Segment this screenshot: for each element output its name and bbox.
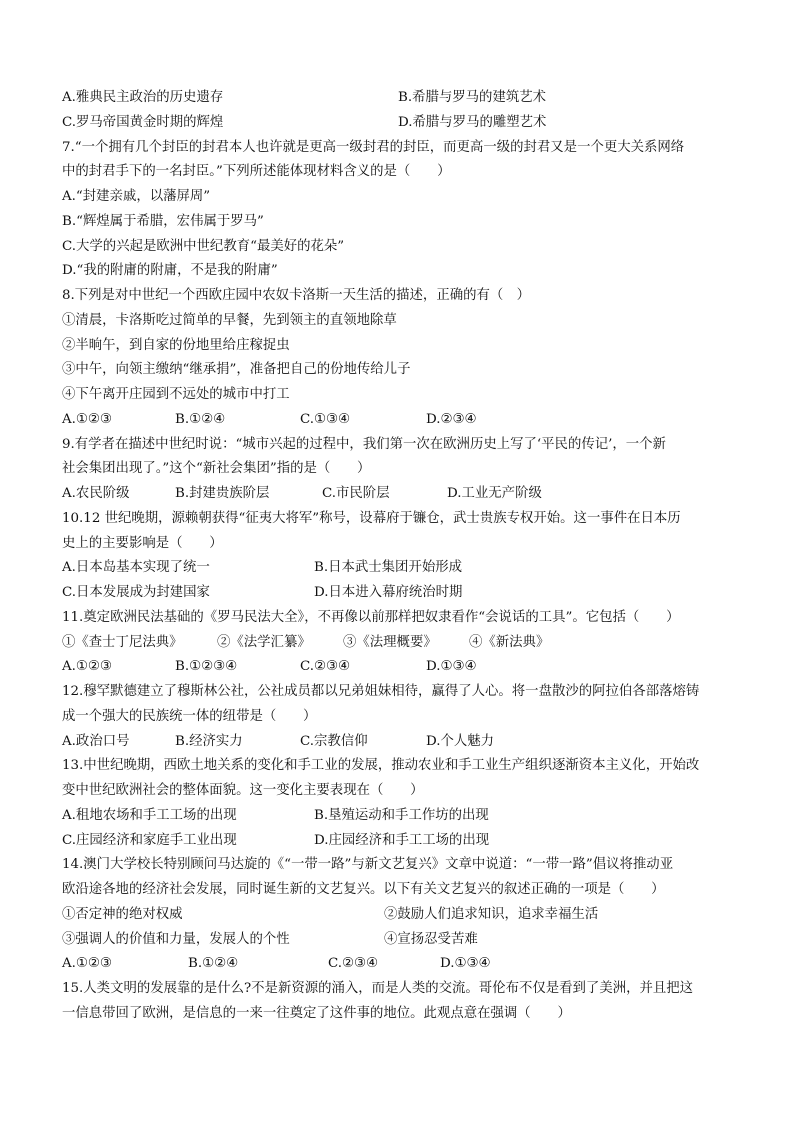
option-9b: B.封建贵族阶层	[175, 486, 270, 501]
question-11-item: ①《查士丁尼法典》	[62, 634, 183, 650]
question-15-stem-line: 15.人类文明的发展靠的是什么?不是新资源的涌入，而是人类的交流。哥伦布不仅是看到了美洲，并且把这	[62, 981, 694, 996]
question-12-stem-line: 12.穆罕默德建立了穆斯林公社，公社成员都以兄弟姐妹相待，赢得了人心。将一盘散沙的阿拉伯各部落熔铸	[62, 684, 700, 699]
option-6c: C.罗马帝国黄金时期的辉煌	[62, 114, 224, 130]
question-14-item: ②鼓励人们追求知识，追求幸福生活	[384, 906, 599, 922]
option-row	[62, 952, 742, 977]
question-13-stem-line: 变中世纪欧洲社会的整体面貌。这一变化主要表现在（ ）	[62, 783, 424, 798]
option-7c: C.大学的兴起是欧洲中世纪教育“最美好的花朵”	[62, 238, 345, 254]
option-12b: B.经济实力	[175, 733, 243, 749]
question-11-item: ②《法学汇纂》	[217, 634, 311, 650]
question-14-item: ④宣扬忍受苦难	[384, 931, 478, 947]
option-13b: B.垦殖运动和手工作坊的出现	[314, 807, 489, 823]
question-12-stem-line: 成一个强大的民族统一体的纽带是（ ）	[62, 708, 317, 724]
question-9-stem-line: 9.有学者在描述中世纪时说：“城市兴起的过程中，我们第一次在欧洲历史上写了‘平民的传记’，一个新	[62, 436, 666, 452]
question-14-stem-line: 欧沿途各地的经济社会发展，同时诞生新的文艺复兴。以下有关文艺复兴的叙述正确的一项是（ ）	[62, 882, 665, 897]
question-8-item: ④下午离开庄园到不远处的城市中打工	[62, 387, 290, 402]
option-11b: B.①②③④	[175, 659, 238, 675]
item-row	[62, 928, 742, 953]
option-6b: B.希腊与罗马的建筑艺术	[398, 90, 547, 105]
question-11-stem-line: 11.奠定欧洲民法基础的《罗马民法大全》，不再像以前那样把奴隶看作“会说话的工具”。它包括（ ）	[62, 609, 680, 625]
question-14-item: ①否定神的绝对权威	[62, 906, 183, 922]
option-row	[62, 482, 742, 507]
question-7-stem-line: 7.“一个拥有几个封臣的封君本人也许就是更高一级封君的封臣，而更高一级的封君又是一个更大关系网络	[62, 139, 685, 155]
question-15-stem-line: 一信息带回了欧洲，是信息的一来一往奠定了这件事的地位。此观点意在强调（ ）	[62, 1005, 571, 1021]
question-13-stem-line: 13.中世纪晚期，西欧土地关系的变化和手工业的发展，推动农业和手工业生产组织逐渐资本主义化，开始改	[62, 758, 700, 774]
question-8-item: ②半晌午，到自家的份地里给庄稼捉虫	[62, 337, 290, 353]
option-row	[62, 111, 742, 136]
option-14b: B.①②④	[188, 956, 239, 972]
question-11-item: ④《新法典》	[469, 634, 550, 650]
option-8a: A.①②③	[62, 411, 112, 427]
option-9d: D.工业无产阶级	[447, 486, 542, 501]
option-12c: C.宗教信仰	[300, 733, 368, 749]
option-13d: D.庄园经济和手工工场的出现	[314, 832, 490, 848]
option-6a: A.雅典民主政治的历史遗存	[62, 90, 224, 105]
option-row	[62, 730, 742, 755]
option-11c: C.②③④	[300, 659, 351, 675]
option-row	[62, 655, 742, 680]
item-row	[62, 631, 742, 656]
option-13c: C.庄园经济和家庭手工业出现	[62, 832, 237, 848]
option-8b: B.①②④	[175, 411, 226, 427]
question-14-item: ③强调人的价值和力量，发展人的个性	[62, 931, 290, 947]
question-10-stem-line: 10.12 世纪晚期，源赖朝获得“征夷大将军”称号，设幕府于镰仓，武士贵族专权开始。这一事件在日本历	[62, 510, 681, 526]
question-11-item: ③《法理概要》	[343, 634, 437, 650]
question-9-stem-line: 社会集团出现了。”这个“新社会集团”指的是（ ）	[62, 461, 371, 477]
question-7-stem-line: 中的封君手下的一名封臣。”下列所述能体现材料含义的是（ ）	[62, 164, 451, 180]
option-row	[62, 556, 742, 581]
option-12a: A.政治口号	[62, 733, 130, 749]
question-8-item: ①清晨，卡洛斯吃过简单的早餐，先到领主的直领地除草	[62, 312, 397, 328]
option-row	[62, 829, 742, 854]
option-13a: A.租地农场和手工工场的出现	[62, 807, 237, 823]
question-8-item: ③中午，向领主缴纳“继承捐”，准备把自己的份地传给儿子	[62, 362, 411, 378]
option-11a: A.①②③	[62, 659, 112, 675]
option-row	[62, 86, 742, 111]
option-9a: A.农民阶级	[62, 486, 130, 501]
option-7b: B.“辉煌属于希腊，宏伟属于罗马”	[62, 213, 264, 229]
item-row	[62, 903, 742, 928]
option-14c: C.②③④	[328, 956, 379, 972]
option-10c: C.日本发展成为封建国家	[62, 585, 210, 600]
option-14a: A.①②③	[62, 956, 112, 972]
option-11d: D.①③④	[426, 659, 477, 675]
option-7a: A.“封建亲戚，以藩屏周”	[62, 189, 211, 204]
question-10-stem-line: 史上的主要影响是（ ）	[62, 535, 223, 551]
option-9c: C.市民阶层	[322, 486, 390, 501]
option-8d: D.②③④	[426, 411, 477, 427]
option-row	[62, 804, 742, 829]
question-8-stem-line: 8.下列是对中世纪一个西欧庄园中农奴卡洛斯一天生活的描述，正确的有（ ）	[62, 288, 531, 303]
question-14-stem-line: 14.澳门大学校长特别顾问马达旋的《“一带一路”与新文艺复兴》文章中说道：“一带一路”倡议将推动亚	[62, 857, 674, 873]
option-10b: B.日本武士集团开始形成	[314, 560, 463, 576]
option-row	[62, 581, 742, 606]
option-10a: A.日本岛基本实现了统一	[62, 560, 210, 576]
option-8c: C.①③④	[300, 411, 351, 427]
option-12d: D.个人魅力	[426, 733, 495, 749]
option-row	[62, 408, 742, 433]
option-7d: D.“我的附庸的附庸，不是我的附庸”	[62, 263, 278, 279]
question-list	[62, 86, 742, 1027]
option-6d: D.希腊与罗马的雕塑艺术	[398, 114, 547, 130]
option-10d: D.日本进入幕府统治时期	[314, 585, 463, 600]
option-14d: D.①③④	[440, 956, 491, 972]
